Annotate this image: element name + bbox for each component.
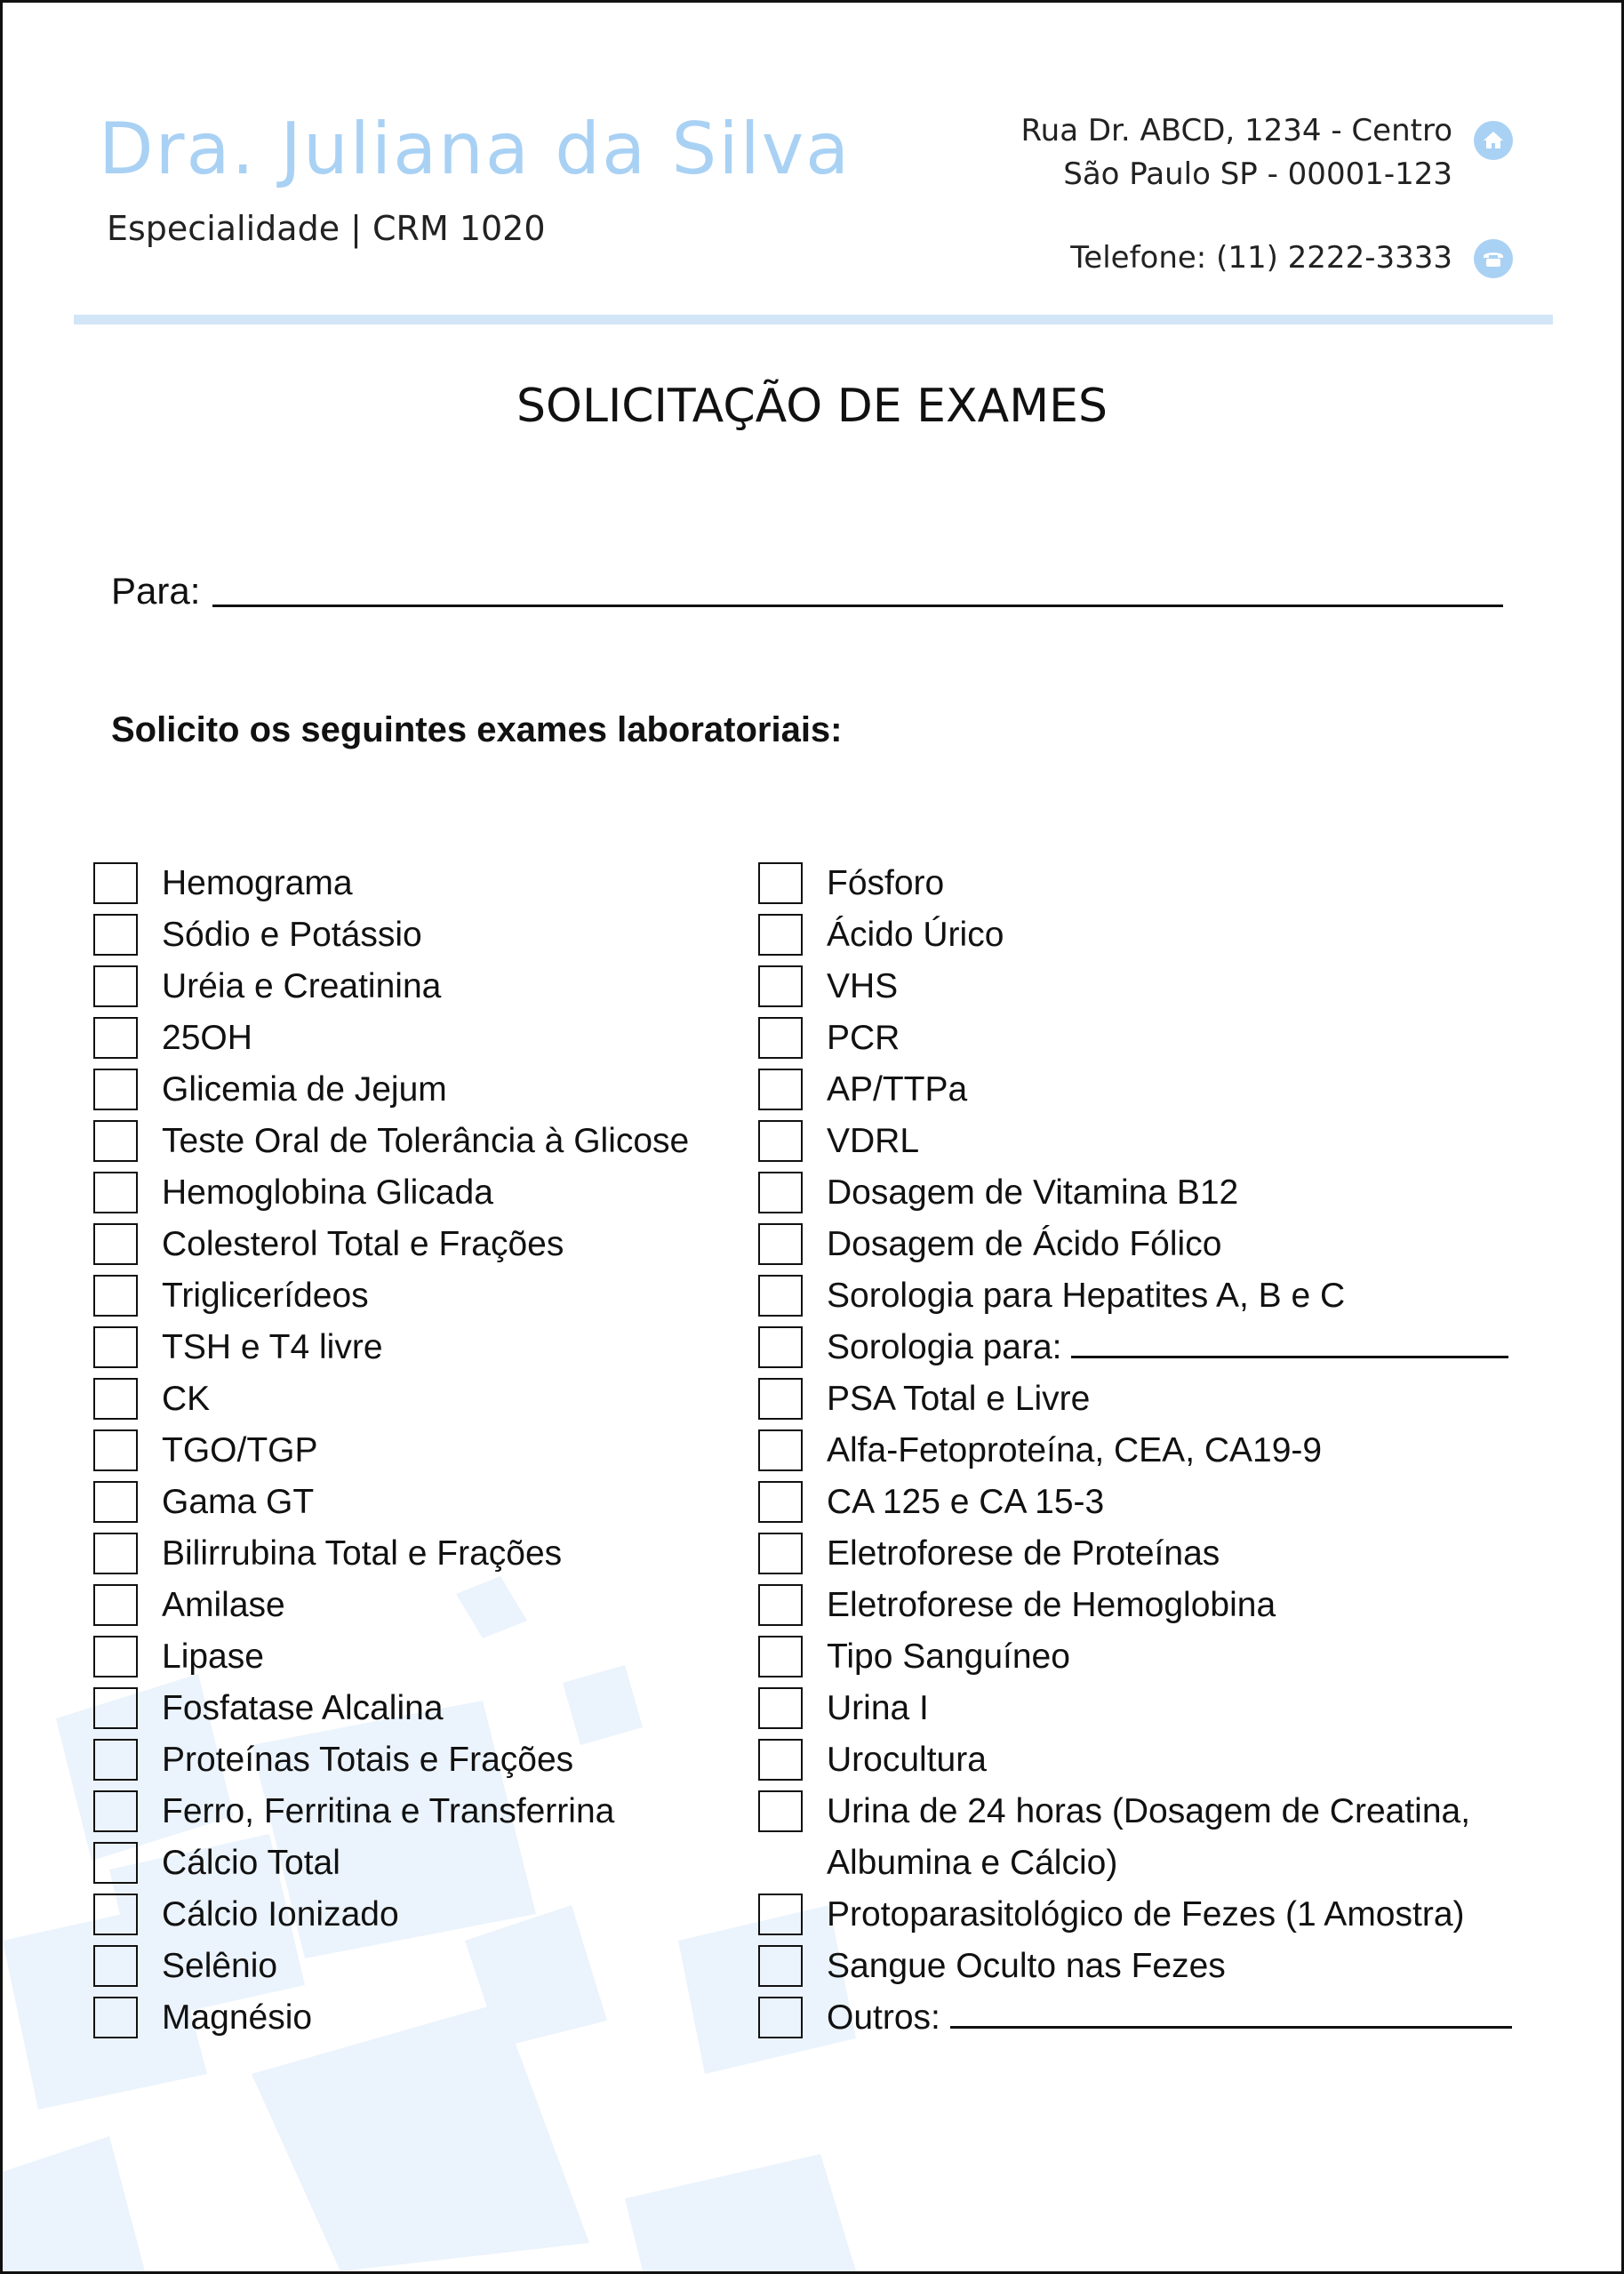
exam-item	[758, 909, 1556, 961]
exam-checkbox[interactable]	[758, 1739, 803, 1781]
exam-label: Selênio	[162, 1947, 278, 1985]
exam-checkbox[interactable]	[93, 1945, 138, 1987]
address-line-1: Rua Dr. ABCD, 1234 - Centro	[1020, 113, 1452, 148]
exam-label: Sódio e Potássio	[162, 916, 422, 954]
exam-label: Uréia e Creatinina	[162, 967, 442, 1005]
exam-checkbox[interactable]	[758, 1069, 803, 1110]
exam-checkbox[interactable]	[758, 1378, 803, 1420]
outros-field[interactable]	[950, 2026, 1512, 2029]
exam-item	[93, 1064, 689, 1116]
exam-list-left	[93, 858, 689, 2044]
exam-item	[93, 1270, 689, 1322]
exam-item	[758, 1889, 1556, 1941]
exam-item	[93, 961, 689, 1013]
exam-item	[758, 1270, 1556, 1322]
clinic-phone: Telefone: (11) 2222-3333	[1070, 240, 1452, 276]
exam-label: Cálcio Total	[162, 1844, 340, 1882]
exam-item	[93, 1373, 689, 1425]
exam-checkbox[interactable]	[758, 1223, 803, 1265]
exam-label: 25OH	[162, 1019, 252, 1057]
exam-label: Fosfatase Alcalina	[162, 1689, 444, 1727]
exam-label: Triglicerídeos	[162, 1277, 369, 1315]
exam-checkbox[interactable]	[93, 1842, 138, 1884]
exam-item	[758, 961, 1556, 1013]
exam-label: VDRL	[827, 1122, 920, 1160]
exam-label: Bilirrubina Total e Frações	[162, 1534, 563, 1573]
exam-checkbox[interactable]	[93, 1326, 138, 1368]
recipient-label: Para:	[111, 570, 201, 612]
clinic-address	[1021, 109, 1452, 196]
exam-checkbox[interactable]	[758, 1894, 803, 1935]
exam-checkbox[interactable]	[93, 1739, 138, 1781]
exam-label: Ferro, Ferritina e Transferrina	[162, 1792, 615, 1830]
exam-checkbox[interactable]	[93, 1687, 138, 1729]
exam-checkbox[interactable]	[93, 1790, 138, 1832]
exam-item	[93, 1683, 689, 1734]
exam-checkbox[interactable]	[93, 1533, 138, 1574]
exam-label: TGO/TGP	[162, 1431, 318, 1469]
exam-checkbox[interactable]	[758, 1997, 803, 2038]
exam-item	[93, 1941, 689, 1992]
sorologia-label: Sorologia para:	[827, 1328, 1062, 1366]
exam-checkbox[interactable]	[93, 1069, 138, 1110]
recipient-field[interactable]	[212, 605, 1503, 607]
exam-label: Urocultura	[827, 1741, 987, 1779]
exam-checkbox[interactable]	[758, 862, 803, 904]
address-line-2: São Paulo SP - 00001-123	[1063, 156, 1452, 192]
exam-label: VHS	[827, 967, 899, 1005]
exam-checkbox[interactable]	[93, 965, 138, 1007]
exam-label: Fósforo	[827, 864, 945, 902]
outros-label: Outros:	[827, 1998, 940, 2037]
exam-item-urina-24h	[758, 1786, 1556, 1889]
exam-checkbox[interactable]	[93, 1172, 138, 1213]
exam-label: Protoparasitológico de Fezes (1 Amostra)	[827, 1895, 1465, 1934]
exam-checkbox[interactable]	[758, 1429, 803, 1471]
exam-label: Urina de 24 horas (Dosagem de Creatina, Albumina e Cálcio)	[827, 1792, 1471, 1882]
deco-square	[3, 2136, 145, 2271]
exam-checkbox[interactable]	[93, 1275, 138, 1317]
exam-label: Cálcio Ionizado	[162, 1895, 399, 1934]
exam-label: TSH e T4 livre	[162, 1328, 383, 1366]
exam-item	[93, 1167, 689, 1219]
exam-item	[93, 909, 689, 961]
exam-checkbox[interactable]	[93, 1429, 138, 1471]
exam-item	[758, 1528, 1556, 1580]
exam-checkbox[interactable]	[758, 914, 803, 956]
exam-checkbox[interactable]	[758, 965, 803, 1007]
exam-item	[93, 1528, 689, 1580]
exam-checkbox[interactable]	[758, 1945, 803, 1987]
exam-item	[93, 1219, 689, 1270]
exam-checkbox[interactable]	[758, 1636, 803, 1677]
exam-label: CK	[162, 1380, 211, 1418]
exam-item	[93, 1786, 689, 1838]
exam-checkbox[interactable]	[93, 1223, 138, 1265]
sorologia-field[interactable]	[1071, 1356, 1508, 1358]
exam-checkbox[interactable]	[93, 1017, 138, 1059]
exam-label: Eletroforese de Proteínas	[827, 1534, 1220, 1573]
exam-item	[758, 1683, 1556, 1734]
exam-checkbox[interactable]	[93, 1584, 138, 1626]
exam-item	[93, 858, 689, 909]
exam-checkbox[interactable]	[758, 1275, 803, 1317]
exam-label: Lipase	[162, 1637, 264, 1676]
exam-item	[758, 1941, 1556, 1992]
exam-item	[93, 1734, 689, 1786]
exam-label: Dosagem de Ácido Fólico	[827, 1225, 1222, 1263]
exam-item	[758, 1219, 1556, 1270]
exam-checkbox[interactable]	[93, 1481, 138, 1523]
exam-label: Sorologia para Hepatites A, B e C	[827, 1277, 1346, 1315]
exam-item	[93, 1477, 689, 1528]
exam-label: Eletroforese de Hemoglobina	[827, 1586, 1276, 1624]
exam-checkbox[interactable]	[93, 1120, 138, 1162]
exam-checkbox[interactable]	[93, 862, 138, 904]
exam-item	[758, 1425, 1556, 1477]
exam-checkbox[interactable]	[758, 1533, 803, 1574]
exam-item	[758, 1580, 1556, 1631]
exam-label: Hemograma	[162, 864, 353, 902]
exam-item	[93, 1992, 689, 2044]
exam-label: Alfa-Fetoproteína, CEA, CA19-9	[827, 1431, 1323, 1469]
exam-label: Colesterol Total e Frações	[162, 1225, 564, 1263]
home-icon	[1474, 121, 1513, 160]
exam-label: Hemoglobina Glicada	[162, 1173, 493, 1212]
exam-checkbox[interactable]	[93, 1378, 138, 1420]
exam-label-with-blank	[827, 1992, 1512, 2044]
exam-checkbox[interactable]	[93, 1997, 138, 2038]
exam-label: Proteínas Totais e Frações	[162, 1741, 574, 1779]
recipient-row	[111, 570, 1503, 613]
exam-label: AP/TTPa	[827, 1070, 968, 1109]
exam-checkbox[interactable]	[758, 1790, 803, 1832]
exam-checkbox[interactable]	[93, 914, 138, 956]
exam-item	[93, 1580, 689, 1631]
exam-label: Dosagem de Vitamina B12	[827, 1173, 1239, 1212]
exam-item	[758, 1064, 1556, 1116]
exam-item	[93, 1322, 689, 1373]
exam-checkbox[interactable]	[758, 1584, 803, 1626]
exam-item	[93, 1425, 689, 1477]
exam-item	[758, 1631, 1556, 1683]
exam-list-right	[758, 858, 1556, 2044]
exam-item	[93, 1631, 689, 1683]
exam-label: Sangue Oculto nas Fezes	[827, 1947, 1226, 1985]
intro-text: Solicito os seguintes exames laboratoriais:	[111, 710, 843, 749]
exam-checkbox[interactable]	[758, 1120, 803, 1162]
exam-label: Teste Oral de Tolerância à Glicose	[162, 1122, 690, 1160]
exam-item	[93, 1116, 689, 1167]
exam-item	[758, 1167, 1556, 1219]
exam-checkbox[interactable]	[758, 1687, 803, 1729]
exam-label-with-blank	[827, 1322, 1508, 1373]
exam-label: Tipo Sanguíneo	[827, 1637, 1070, 1676]
exam-checkbox[interactable]	[758, 1481, 803, 1523]
exam-item	[93, 1838, 689, 1889]
exam-label: Ácido Úrico	[827, 916, 1004, 954]
exam-item	[93, 1013, 689, 1064]
exam-checkbox[interactable]	[758, 1172, 803, 1213]
exam-checkbox[interactable]	[93, 1894, 138, 1935]
exam-item	[758, 1734, 1556, 1786]
exam-item-sorologia	[758, 1322, 1556, 1373]
exam-item	[93, 1889, 689, 1941]
exam-checkbox[interactable]	[758, 1017, 803, 1059]
exam-item	[758, 1116, 1556, 1167]
exam-item	[758, 858, 1556, 909]
exam-label: Urina I	[827, 1689, 929, 1727]
header-divider	[74, 315, 1553, 324]
doctor-specialty: Especialidade | CRM 1020	[107, 209, 546, 248]
exam-label: CA 125 e CA 15-3	[827, 1483, 1105, 1521]
phone-icon	[1474, 239, 1513, 278]
exam-label: PSA Total e Livre	[827, 1380, 1091, 1418]
exam-item-outros	[758, 1992, 1556, 2044]
exam-label: Gama GT	[162, 1483, 315, 1521]
page-title: SOLICITAÇÃO DE EXAMES	[516, 380, 1108, 433]
exam-item	[758, 1477, 1556, 1528]
exam-label: Amilase	[162, 1586, 285, 1624]
exam-item	[758, 1013, 1556, 1064]
exam-label: Magnésio	[162, 1998, 313, 2037]
exam-item	[758, 1373, 1556, 1425]
exam-label: Glicemia de Jejum	[162, 1070, 447, 1109]
exam-checkbox[interactable]	[758, 1326, 803, 1368]
deco-square	[625, 2154, 856, 2271]
exam-checkbox[interactable]	[93, 1636, 138, 1677]
doctor-name: Dra. Juliana da Silva	[99, 108, 852, 190]
exam-label: PCR	[827, 1019, 900, 1057]
